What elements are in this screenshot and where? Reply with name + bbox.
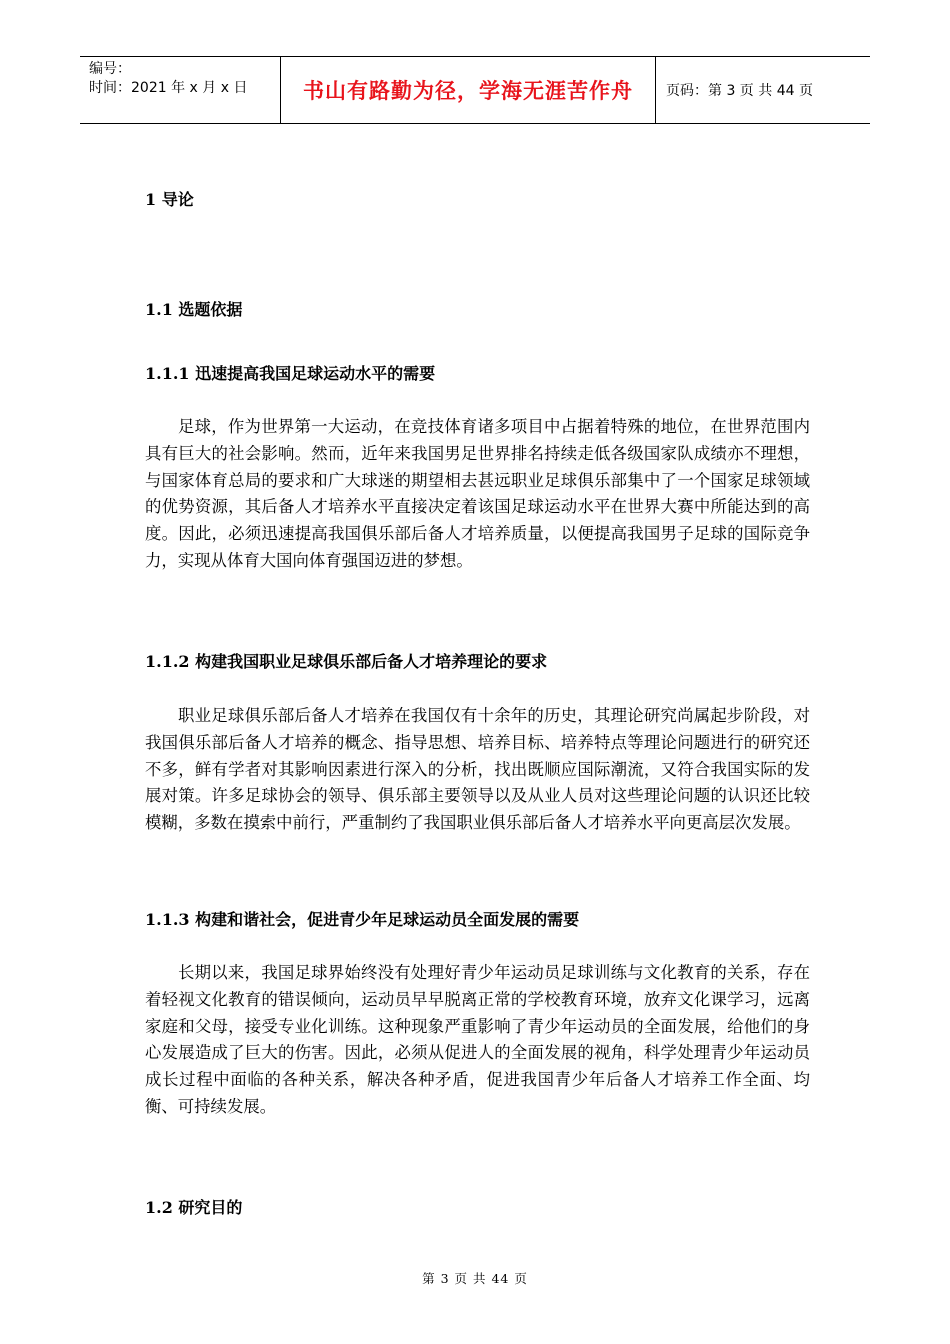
section-heading-1-1: 1.1 选题依据 (145, 300, 243, 319)
subsection-heading-1-1-3: 1.1.3 构建和谐社会，促进青少年足球运动员全面发展的需要 (145, 910, 580, 929)
section-heading-1-2: 1.2 研究目的 (145, 1198, 243, 1217)
paragraph-3: 长期以来，我国足球界始终没有处理好青少年运动员足球训练与文化教育的关系，存在着轻视文化教育的错误倾向，运动员早早脱离正常的学校教育环境，放弃文化课学习，远离家庭和父母，接受专业化训练。这种现象严重影响了青少年运动员的全面发展，给他们的身心发展造成了巨大的伤害。因此，必须从促进人的全面发展的视角，科学处理青少年运动员成长过程中面临的各种关系，解决各种矛盾，促进我国青少年后备人才培养工作全面、均衡、可持续发展。 (145, 963, 810, 1116)
document-number-label: 编号： (89, 61, 131, 77)
subsection-heading-1-1-1: 1.1.1 迅速提高我国足球运动水平的需要 (145, 364, 436, 383)
page-header (80, 56, 870, 124)
paragraph-1: 足球，作为世界第一大运动，在竞技体育诸多项目中占据着特殊的地位，在世界范围内具有巨大的社会影响。然而，近年来我国男足世界排名持续走低各级国家队成绩亦不理想，与国家体育总局的要求和广大球迷的期望相去甚远职业足球俱乐部集中了一个国家足球领域的优势资源，其后备人才培养水平直接决定着该国足球运动水平在世界大赛中所能达到的高度。因此，必须迅速提高我国俱乐部后备人才培养质量，以便提高我国男子足球的国际竞争力，实现从体育大国向体育强国迈进的梦想。 (145, 417, 810, 570)
subsection-heading-1-1-2: 1.1.2 构建我国职业足球俱乐部后备人才培养理论的要求 (145, 652, 548, 671)
header-motto: 书山有路勤为径，学海无涯苦作舟 (281, 57, 656, 123)
page-footer: 第 3 页 共 44 页 (422, 1271, 528, 1286)
header-meta (80, 57, 281, 123)
document-time-label: 时间：2021 年 x 月 x 日 (89, 80, 248, 96)
chapter-heading: 1 导论 (145, 190, 194, 209)
header-page-info: 页码：第 3 页 共 44 页 (666, 83, 813, 99)
paragraph-2: 职业足球俱乐部后备人才培养在我国仅有十余年的历史，其理论研究尚属起步阶段，对我国俱乐部后备人才培养的概念、指导思想、培养目标、培养特点等理论问题进行的研究还不多，鲜有学者对其影响因素进行深入的分析，找出既顺应国际潮流，又符合我国实际的发展对策。许多足球协会的领导、俱乐部主要领导以及从业人员对这些理论问题的认识还比较模糊，多数在摸索中前行，严重制约了我国职业俱乐部后备人才培养水平向更高层次发展。 (145, 706, 810, 833)
